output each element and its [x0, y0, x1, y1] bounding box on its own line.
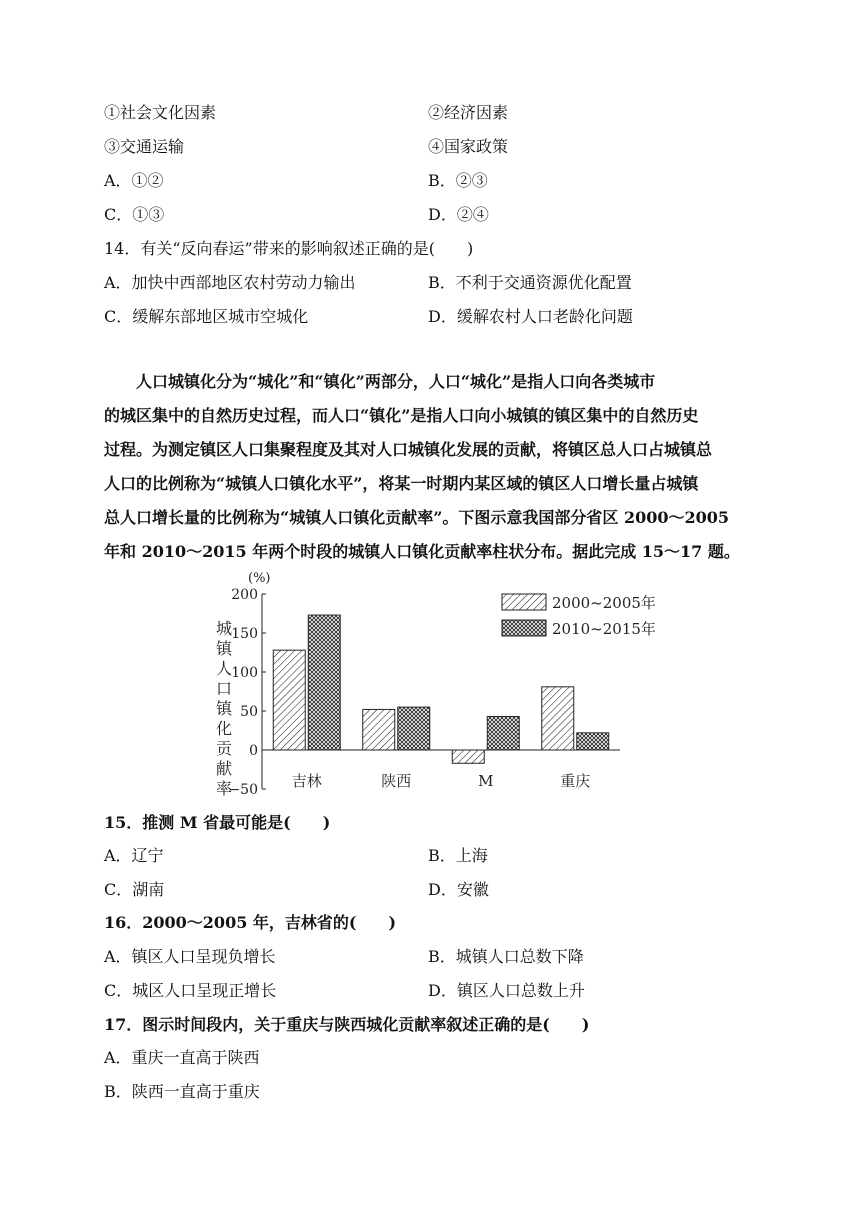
q14-choice-d: D．缓解农村人口老龄化问题: [428, 307, 633, 326]
y-axis-title-char: 化: [215, 719, 233, 738]
y-axis-title-char: 镇: [215, 699, 233, 718]
q15-choice-a: A．辽宁: [104, 846, 164, 865]
x-tick-label: 吉林: [291, 772, 322, 790]
q16-stem: 16．2000～2005 年，吉林省的( ): [104, 913, 397, 932]
passage-line: 人口的比例称为“城镇人口镇化水平”，将某一时期内某区域的镇区人口增长量占城镇: [104, 474, 699, 493]
y-axis-title-char: 镇: [215, 639, 233, 658]
y-axis-title-char: 人: [215, 659, 233, 678]
legend-swatch: [502, 620, 546, 636]
bar-chart: [200, 568, 656, 800]
q13-choice-c: C．①③: [104, 205, 165, 224]
q17-choice-b: B．陕西一直高于重庆: [104, 1082, 260, 1101]
bar: [363, 709, 395, 750]
q14-choice-a: A．加快中西部地区农村劳动力输出: [104, 273, 356, 292]
y-axis-title-char: 率: [215, 779, 233, 798]
bar: [487, 716, 519, 750]
q15-stem: 15．推测 M 省最可能是( ): [104, 813, 331, 832]
q13-option-3: ③交通运输: [104, 137, 185, 156]
q17-choice-a: A．重庆一直高于陕西: [104, 1048, 260, 1067]
q13-option-1: ①社会文化因素: [104, 103, 217, 122]
y-tick-label: 100: [231, 665, 258, 681]
q17-stem: 17．图示时间段内，关于重庆与陕西城化贡献率叙述正确的是( ): [104, 1015, 590, 1034]
q15-choice-c: C．湖南: [104, 880, 165, 899]
y-tick-label: 150: [231, 626, 258, 642]
bar: [452, 750, 484, 763]
y-axis-title-char: 口: [215, 679, 233, 698]
bar: [542, 687, 574, 750]
legend-label: 2010~2015年: [552, 620, 656, 638]
passage-line: 年和 2010～2015 年两个时段的城镇人口镇化贡献率柱状分布。据此完成 15～17 题。: [104, 542, 740, 561]
q13-choice-d: D．②④: [428, 205, 489, 224]
passage-line: 总人口增长量的比例称为“城镇人口镇化贡献率”。下图示意我国部分省区 2000～2005: [104, 508, 730, 527]
legend-label: 2000~2005年: [552, 594, 656, 612]
x-tick-label: 陕西: [381, 772, 412, 790]
legend-swatch: [502, 594, 546, 610]
x-tick-label: M: [478, 772, 494, 790]
q16-choice-b: B．城镇人口总数下降: [428, 947, 584, 966]
y-unit-label: (%): [248, 571, 271, 586]
y-axis-title-char: 贡: [215, 739, 233, 758]
bar: [398, 707, 430, 750]
y-axis-title-char: 献: [215, 759, 233, 778]
bar: [308, 615, 340, 750]
x-tick-label: 重庆: [560, 772, 591, 790]
q15-choice-b: B．上海: [428, 846, 488, 865]
q15-choice-d: D．安徽: [428, 880, 489, 899]
bar: [273, 650, 305, 750]
y-tick-label: 200: [231, 587, 258, 603]
y-tick-label: 50: [240, 704, 258, 720]
q14-choice-c: C．缓解东部地区城市空城化: [104, 307, 309, 326]
passage-line: 的城区集中的自然历史过程，而人口“镇化”是指人口向小城镇的镇区集中的自然历史: [104, 406, 699, 425]
passage-line: 人口城镇化分为“城化”和“镇化”两部分，人口“城化”是指人口向各类城市: [104, 372, 656, 391]
y-tick-label: −50: [228, 782, 258, 798]
q13-choice-b: B．②③: [428, 171, 488, 190]
q13-option-4: ④国家政策: [428, 137, 509, 156]
passage-line: 过程。为测定镇区人口集聚程度及其对人口城镇化发展的贡献，将镇区总人口占城镇总: [104, 440, 713, 459]
q14-stem: 14．有关“反向春运”带来的影响叙述正确的是( ): [104, 239, 474, 258]
y-axis-title-char: 城: [215, 619, 233, 638]
bar: [577, 733, 609, 750]
q13-choice-a: A．①②: [104, 171, 164, 190]
q14-choice-b: B．不利于交通资源优化配置: [428, 273, 632, 292]
q16-choice-d: D．镇区人口总数上升: [428, 981, 585, 1000]
passage: [104, 365, 764, 569]
q16-choice-a: A．镇区人口呈现负增长: [104, 947, 276, 966]
y-tick-label: 0: [249, 743, 258, 759]
q16-choice-c: C．城区人口呈现正增长: [104, 981, 277, 1000]
q13-option-2: ②经济因素: [428, 103, 509, 122]
